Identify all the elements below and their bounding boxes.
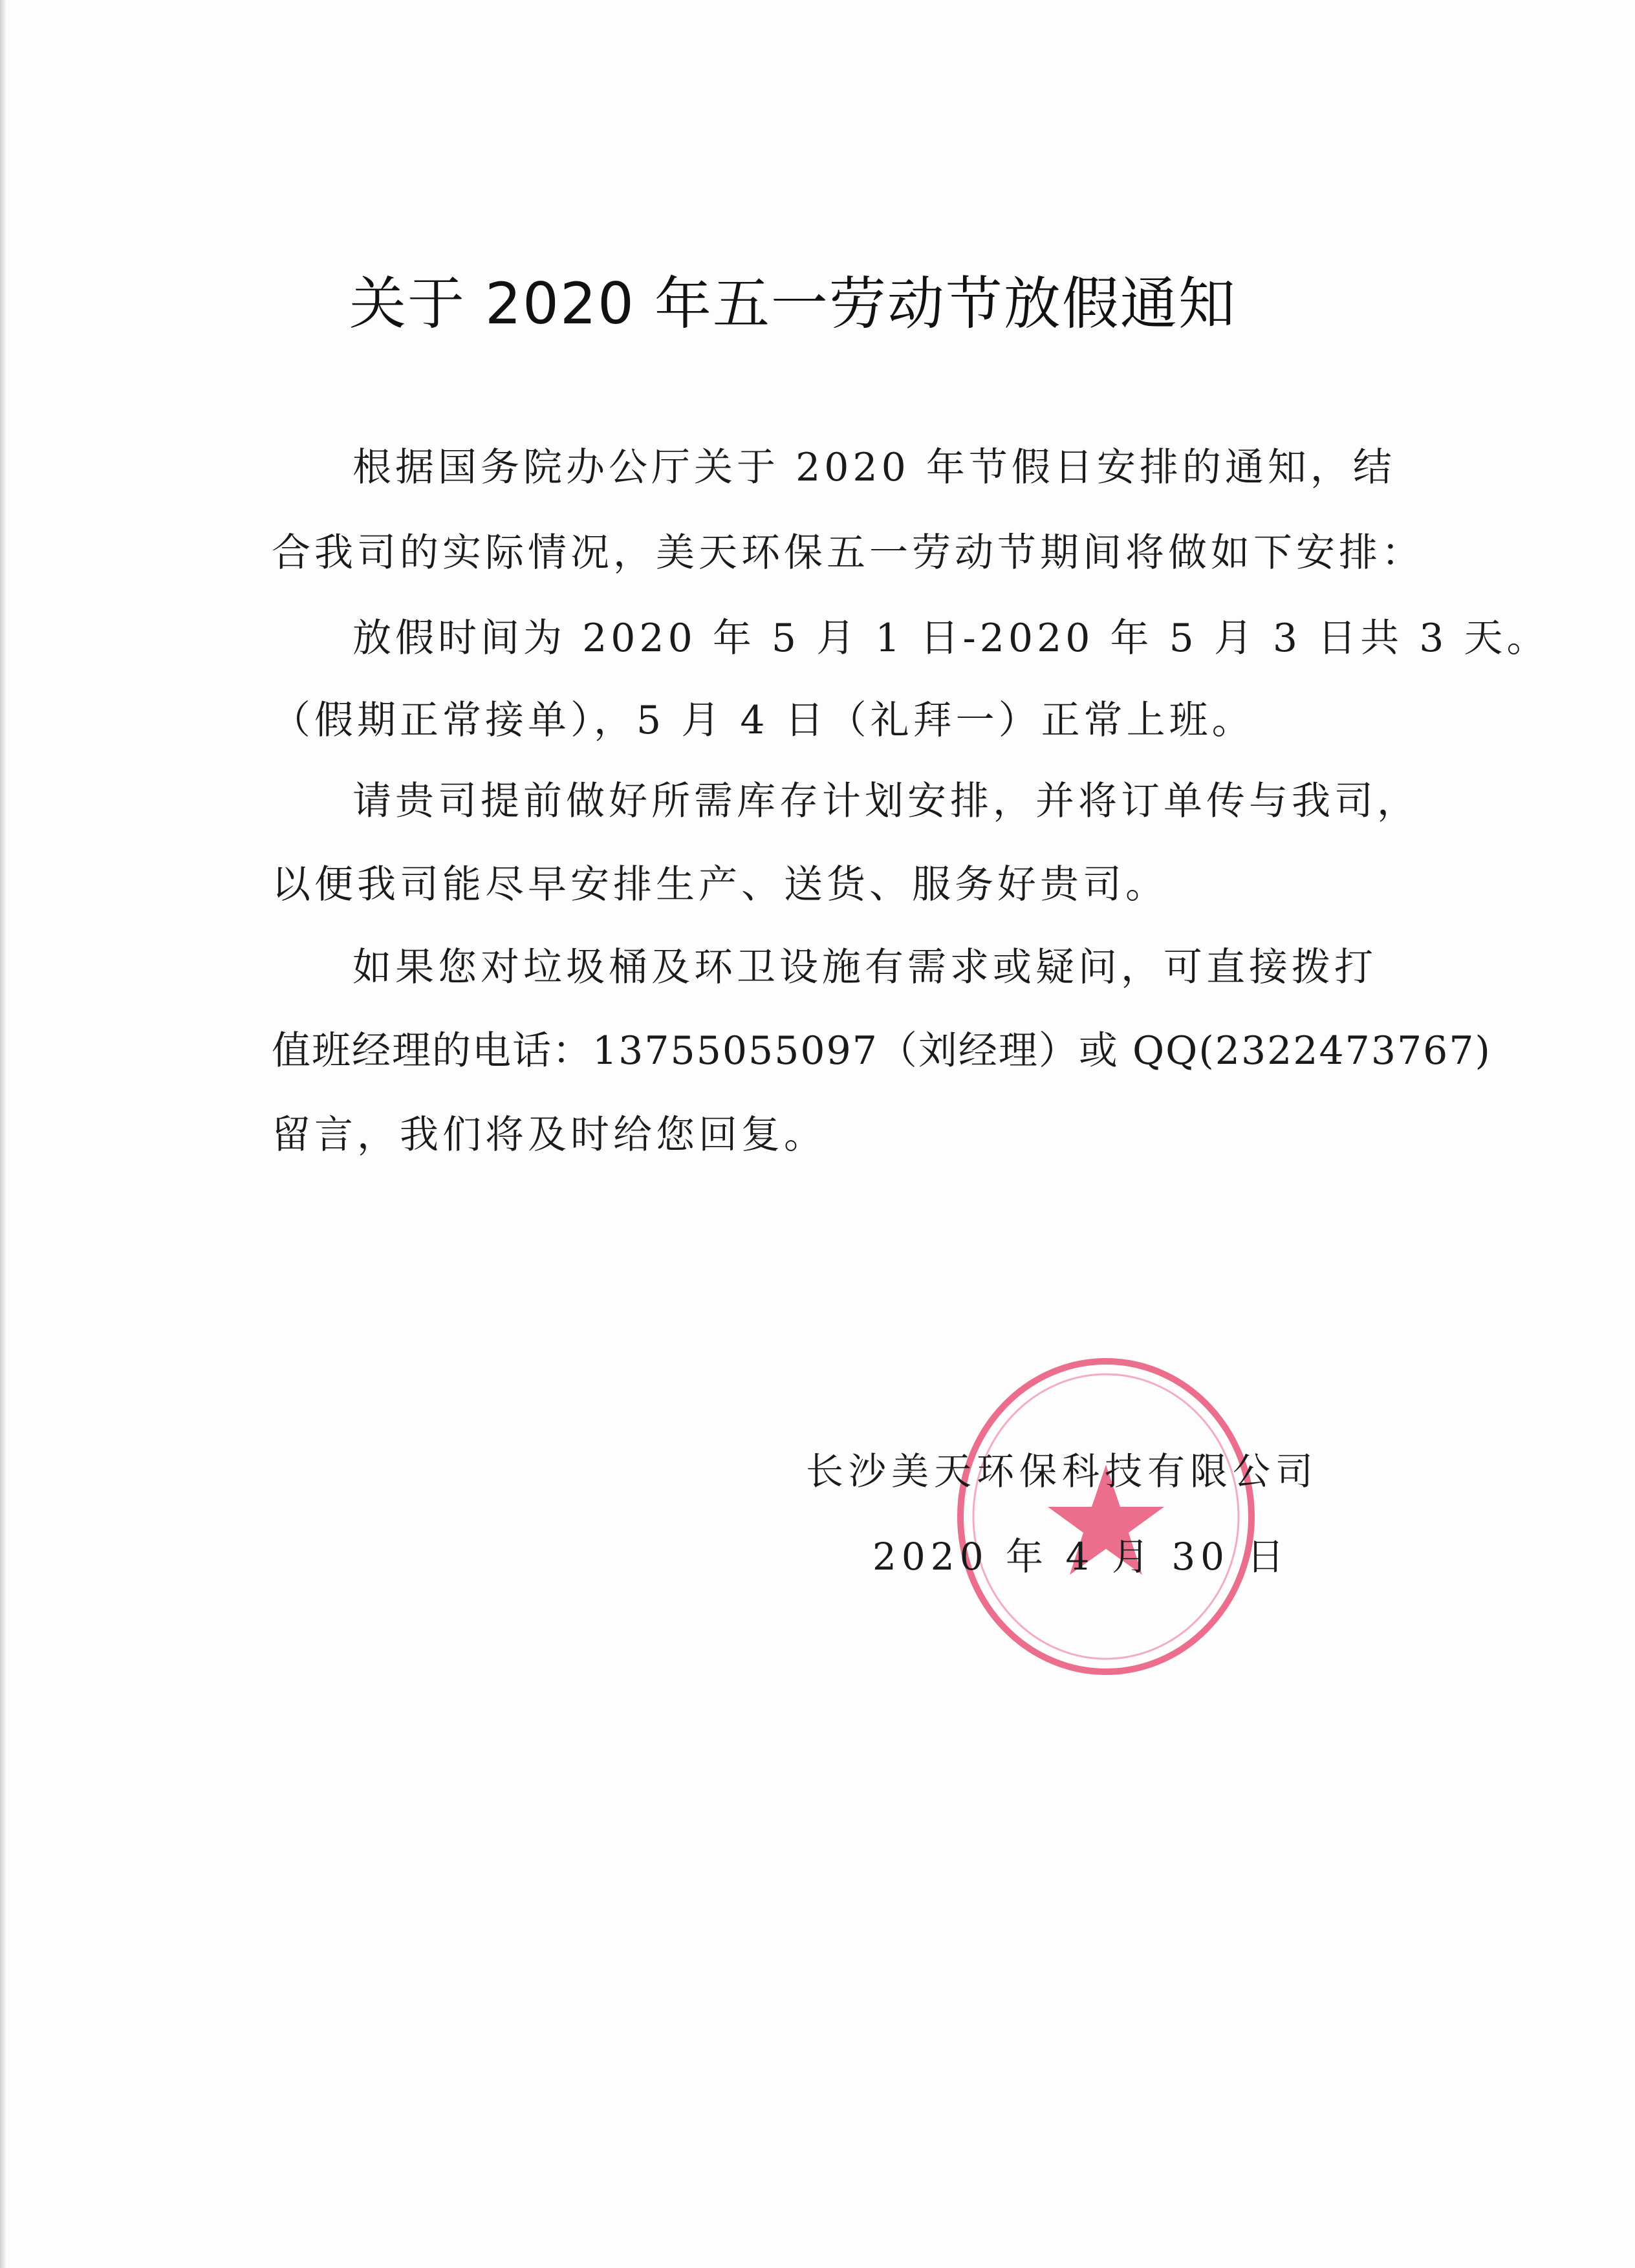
paragraph-line: （假期正常接单），5 月 4 日（礼拜一）正常上班。 — [272, 698, 1255, 743]
signature-company: 长沙美天环保科技有限公司 — [806, 1449, 1319, 1493]
company-seal-stamp — [944, 1345, 1268, 1681]
paragraph-line: 根据国务院办公厅关于 2020 年节假日安排的通知，结 — [352, 445, 1396, 490]
paragraph-line: 请贵司提前做好所需库存计划安排，并将订单传与我司， — [352, 779, 1420, 824]
scan-edge-shadow — [0, 0, 6, 2268]
paragraph-line: 以便我司能尽早安排生产、送货、服务好贵司。 — [272, 862, 1168, 907]
signature-date: 2020 年 4 月 30 日 — [872, 1535, 1290, 1579]
paragraph-line: 值班经理的电话：13755055097（刘经理）或 QQ(2322473767) — [272, 1028, 1491, 1074]
paragraph-line: 放假时间为 2020 年 5 月 1 日-2020 年 5 月 3 日共 3 天。 — [352, 616, 1550, 661]
paragraph-line: 合我司的实际情况，美天环保五一劳动节期间将做如下安排： — [272, 530, 1424, 576]
paragraph-line: 留言，我们将及时给您回复。 — [272, 1112, 827, 1158]
document-title: 关于 2020 年五一劳动节放假通知 — [349, 270, 1237, 337]
paragraph-line: 如果您对垃圾桶及环卫设施有需求或疑问，可直接拨打 — [352, 945, 1377, 990]
